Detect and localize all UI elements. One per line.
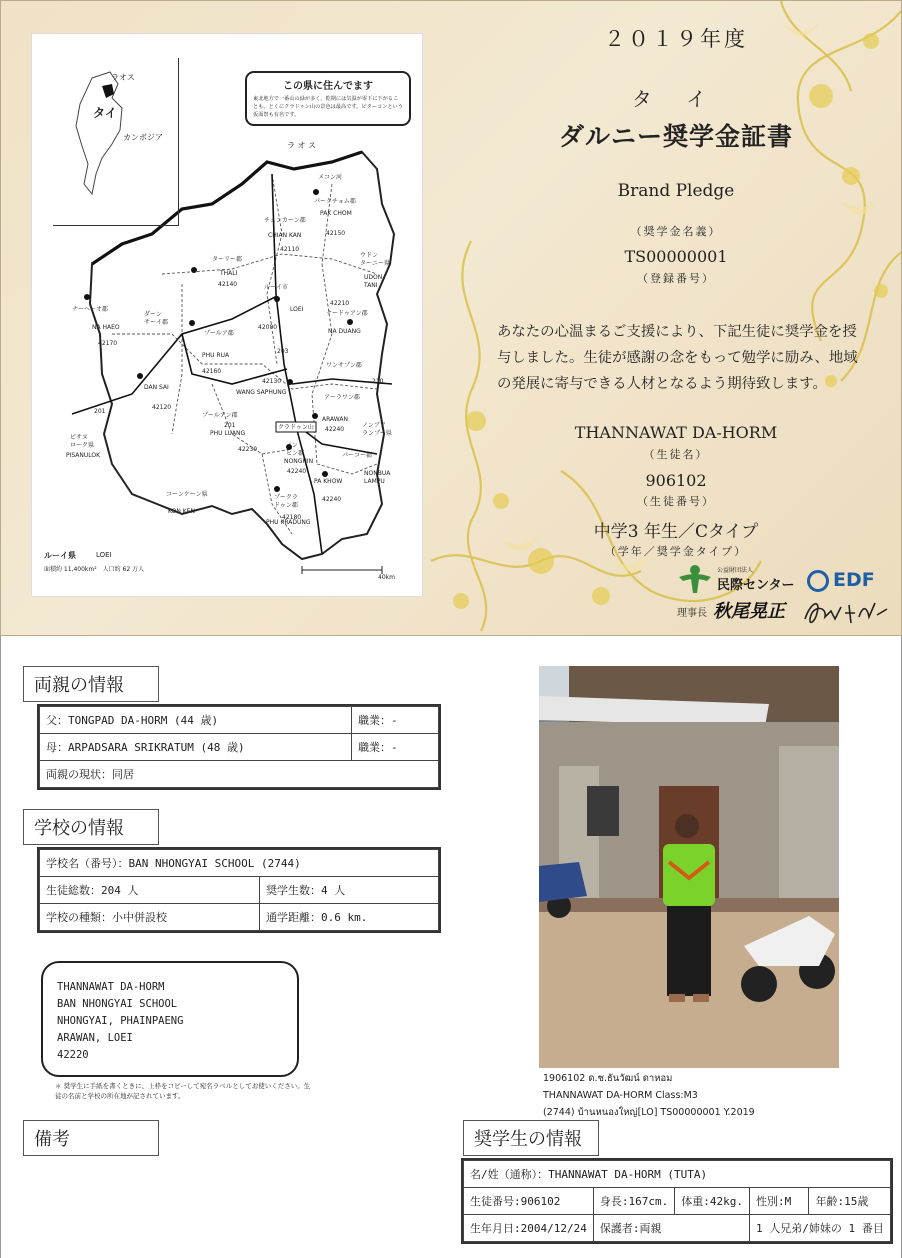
map-callout [245, 71, 411, 126]
inset-label-cambodia: カンボジア [123, 133, 163, 142]
scholar-guardian: 保護者:両親 [593, 1215, 749, 1242]
callout-title: この県に住んでます [283, 81, 373, 92]
callout-body: 東北地方で一番山の緑が多く、乾期には気温が零下に下がることも。とくにクラドゥン山の景色は最高です。ピターコンという仮面祭も有名です。 [253, 96, 403, 118]
parents-table [39, 706, 439, 788]
parents-status: 両親の現状：同居 [40, 761, 439, 788]
map-label: PHU RUA [202, 352, 230, 359]
school-table [39, 849, 439, 931]
legend-title-en: LOEI [96, 551, 112, 559]
map-label: 203 [277, 348, 289, 355]
map-label: パークチョム郡 [314, 198, 356, 205]
caption-line: 1906102 ด.ช.ธันวัฒน์ ดาหอม [543, 1073, 673, 1084]
map-label: クラドゥン山 [278, 424, 314, 431]
map-label: プークラ ドゥン郡 [274, 494, 298, 509]
map-label: 42120 [152, 404, 172, 411]
mother-info: 母：ARPADSARA SRIKRATUM (48 歳) [40, 734, 352, 761]
map-label: LOEI [290, 306, 304, 313]
address-line: BAN NHONGYAI SCHOOL [57, 998, 178, 1010]
map-label: CHIAN KAN [268, 232, 302, 239]
father-occupation: 職業：- [352, 707, 439, 734]
caption-line: (2744) บ้านหนองใหญ่[LO] TS00000001 Y.2019 [543, 1107, 755, 1118]
map-label: KON KEN [168, 508, 195, 515]
school-section-header: 学校の情報 [23, 809, 159, 845]
edf-logo-text: EDF [833, 569, 875, 591]
province-map [31, 33, 423, 597]
map-label: DAN SAI [144, 384, 169, 391]
edf-logo [807, 569, 877, 595]
scholar-name: 名/姓（通称）：THANNAWAT DA-HORM (TUTA) [464, 1161, 891, 1188]
legend-subtitle: 面積約 11,400km² 人口約 62 万人 [44, 566, 145, 573]
school-type: 学校の種類：小中併設校 [40, 904, 260, 931]
edf-circle-icon [807, 570, 829, 592]
map-label: ナーヘーオ郡 [72, 306, 108, 313]
scholar-height: 身長:167cm. [593, 1188, 674, 1215]
student-name: THANNAWAT DA-HORM [574, 423, 778, 442]
map-label: 42170 [98, 340, 118, 347]
registration-caption: （登録番号） [637, 272, 715, 285]
mother-occupation: 職業：- [352, 734, 439, 761]
donor-name: Brand Pledge [617, 181, 735, 201]
address-line: THANNAWAT DA-HORM [57, 981, 165, 993]
inset-label-laos: ラオス [111, 73, 135, 82]
map-label: PAK CHOM [320, 210, 352, 217]
scholar-birthdate: 生年月日:2004/12/24 [464, 1215, 594, 1242]
map-label: 42000 [258, 324, 278, 331]
address-note: ＊ 奨学生に手紙を書くときに、上枠をコピーして宛名ラベルとしてお使いください。生徒の名前と学校の所在地が記されています。 [55, 1082, 311, 1100]
thailand-inset-map [53, 58, 179, 226]
father-info: 父：TONGPAD DA-HORM (44 歳) [40, 707, 352, 734]
map-label: ルーイ市 [264, 284, 289, 291]
minsai-center-logo [677, 563, 797, 595]
map-label: ワンサプン郡 [326, 362, 362, 369]
org-small-label: 公益財団法人 [717, 567, 754, 574]
map-label: PHU LUANG [210, 430, 246, 437]
map-label: 42160 [202, 368, 222, 375]
map-label: 42240 [325, 426, 345, 433]
map-label: チェンカーン郡 [264, 217, 306, 224]
certificate-message: あなたの心温まるご支援により、下記生徒に奨学金を授与しました。生徒が感謝の念をもって勉学に励み、地域の発展に寄与できる人材となるよう期待致します。 [497, 324, 858, 392]
map-label: ARAWAN [322, 416, 349, 423]
scholar-section-header: 奨学生の情報 [463, 1120, 599, 1156]
map-label: アーラワン郡 [324, 394, 360, 401]
org-name: 民際センター [717, 578, 795, 593]
map-label: パーコー郡 [342, 452, 373, 459]
scholar-table [463, 1160, 891, 1242]
map-label: PISANULOK [66, 452, 101, 459]
inset-label-thailand: タイ [93, 106, 117, 120]
map-label: ダーン サーイ郡 [144, 311, 169, 326]
parents-section-header: 両親の情報 [23, 666, 159, 702]
map-label: プールアン郡 [202, 412, 238, 419]
map-label: ノン ヒン郡 [286, 442, 305, 457]
map-label: PA KHOW [314, 478, 343, 485]
student-number-caption: （生徒番号） [637, 495, 715, 508]
remarks-section-header: 備考 [23, 1120, 159, 1156]
map-label: NA DUANG [328, 328, 361, 335]
map-label: プールア郡 [204, 330, 234, 337]
map-label: 42180 [282, 514, 302, 521]
map-label: 42230 [238, 446, 258, 453]
address-line: 42220 [57, 1049, 89, 1061]
caption-line: THANNAWAT DA-HORM Class:M3 [543, 1090, 698, 1101]
school-total-students: 生徒総数：204 人 [40, 877, 260, 904]
scholar-siblings: 1 人兄弟/姉妹の 1 番目 [749, 1215, 890, 1242]
donor-caption: （奨学金名義） [630, 225, 722, 238]
student-number: 906102 [645, 471, 707, 490]
scholar-student-number: 生徒番号:906102 [464, 1188, 594, 1215]
map-label: 42140 [218, 281, 238, 288]
student-name-caption: （生徒名） [643, 448, 709, 461]
scholar-weight: 体重:42kg. [675, 1188, 750, 1215]
map-label: 42110 [280, 246, 300, 253]
map-label: 40km [378, 574, 395, 581]
map-label: 201 [94, 408, 106, 415]
grade-type: 中学3 年生／Cタイプ [593, 522, 759, 542]
student-profile [0, 636, 902, 1258]
map-label: 42210 [330, 300, 350, 307]
person-icon [677, 563, 713, 595]
map-label: WANG SAPHUNG [236, 389, 287, 396]
certificate-title: ダルニー奨学金証書 [558, 122, 793, 151]
map-label: ウドン ターニー県 [360, 252, 391, 267]
map-label: NONGHIN [284, 458, 314, 465]
legend-title: ルーイ県 [44, 551, 76, 560]
fiscal-year: ２０１９年度 [604, 27, 748, 51]
map-label: 42130 [262, 378, 282, 385]
map-label: 201 [224, 422, 236, 429]
map-label: ターリー郡 [212, 256, 243, 263]
address-line: NHONGYAI, PHAINPAENG [57, 1015, 184, 1027]
mailing-address-label [41, 961, 299, 1077]
student-photo [539, 666, 839, 1068]
map-label: NONBUA LAMPU [364, 470, 391, 485]
school-name: 学校名（番号）：BAN NHONGYAI SCHOOL (2744) [40, 850, 439, 877]
map-label: ナードゥアン郡 [326, 310, 368, 317]
map-label: コーンケーン県 [166, 491, 208, 498]
map-label: ピサヌ ローク県 [70, 434, 95, 449]
handwritten-signature [801, 593, 891, 629]
address-line: ARAWAN, LOEI [57, 1032, 133, 1044]
map-label: THALI [220, 270, 238, 277]
scholar-gender: 性別:M [749, 1188, 809, 1215]
map-label: PHU KRADUNG [266, 519, 311, 526]
country-name: タ イ [631, 87, 721, 111]
photo-caption [543, 1070, 755, 1121]
map-label: 42240 [322, 496, 342, 503]
chairman-signature: 秋尾晃正 [713, 601, 785, 622]
scholar-age: 年齢:15歳 [809, 1188, 890, 1215]
map-label: 42240 [287, 468, 307, 475]
map-label: UDON TANI [364, 274, 383, 289]
grade-type-caption: （学年／奨学金タイプ） [604, 545, 748, 558]
map-label: メコン河 [318, 174, 343, 181]
chairman-label: 理事長 [677, 608, 707, 619]
map-label: NA HAEO [92, 324, 120, 331]
school-distance: 通学距離：0.6 km. [260, 904, 439, 931]
registration-number: TS00000001 [624, 247, 728, 266]
map-label: ラ オ ス [287, 141, 317, 150]
map-label: ノンブア ランプー県 [362, 422, 392, 437]
map-label: 42150 [326, 230, 346, 237]
school-scholar-count: 奨学生数：4 人 [260, 877, 439, 904]
map-label: 210 [372, 378, 384, 385]
